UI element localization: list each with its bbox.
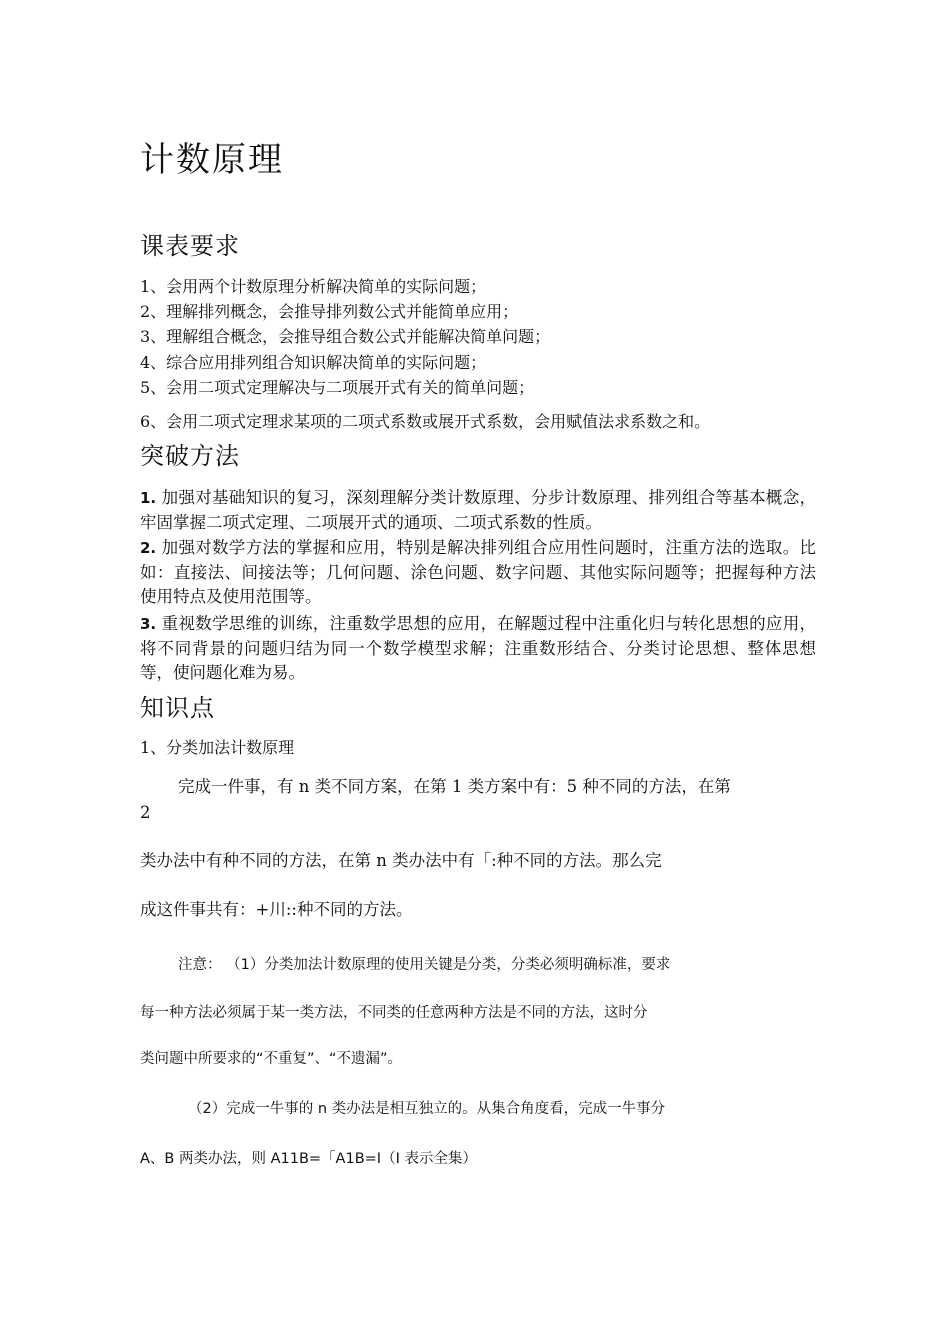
method-text: 加强对基础知识的复习，深刻理解分类计数原理、分步计数原理、排列组合等基本概念，牢固掌握二项式定理、二项展开式的通项、二项式系数的性质。 — [140, 488, 816, 532]
requirement-item: 2、理解排列概念，会推导排列数公式并能简单应用； — [140, 302, 519, 321]
note-line: 类问题中所要求的“不重复”、“不遗漏”。 — [140, 1051, 403, 1067]
section-heading-requirements: 课表要求 — [140, 232, 240, 260]
requirement-item: 6、会用二项式定理求某项的二项式系数或展开式系数，会用赋值法求系数之和。 — [140, 412, 711, 431]
requirement-item: 3、理解组合概念，会推导组合数公式并能解决简单问题； — [140, 327, 551, 346]
requirement-item: 4、综合应用排列组合知识解决简单的实际问题； — [140, 353, 487, 372]
method-number: 1. — [140, 489, 157, 507]
method-paragraph — [140, 612, 816, 686]
method-text: 重视数学思维的训练，注重数学思想的应用，在解题过程中注重化归与转化思想的应用，将不同背景的问题归结为同一个数学模型求解；注重数形结合、分类讨论思想、整体思想等，使问题化难为易。 — [140, 614, 816, 682]
note-line: 每一种方法必须属于某一类方法，不同类的任意两种方法是不同的方法，这时分 — [140, 1005, 648, 1021]
section-heading-methods: 突破方法 — [140, 442, 240, 470]
knowledge-line: 完成一件事，有 n 类不同方案，在第 1 类方案中有：5 种不同的方法，在第 — [178, 777, 731, 796]
method-number: 3. — [140, 615, 157, 633]
page-title: 计数原理 — [140, 140, 284, 180]
section-heading-knowledge: 知识点 — [140, 694, 215, 722]
method-paragraph — [140, 486, 816, 535]
note-line: 注意： （1）分类加法计数原理的使用关键是分类，分类必须明确标准，要求 — [178, 957, 671, 973]
method-text: 加强对数学方法的掌握和应用，特别是解决排列组合应用性问题时，注重方法的选取。比如：直接法、间接法等；几何问题、涂色问题、数字问题、其他实际问题等；把握每种方法使用特点及使用范围等。 — [140, 538, 816, 606]
knowledge-line: 类办法中有种不同的方法，在第 n 类办法中有「:种不同的方法。那么完 — [140, 851, 662, 870]
note-line: （2）完成一牛事的 n 类办法是相互独立的。从集合角度看，完成一牛事分 — [188, 1101, 666, 1117]
knowledge-line: 2 — [140, 803, 151, 822]
method-paragraph — [140, 536, 816, 610]
note-line: A、B 两类办法，则 A11B=「A1B=I（I 表示全集） — [140, 1151, 477, 1167]
requirement-item: 1、会用两个计数原理分析解决简单的实际问题； — [140, 277, 487, 296]
knowledge-subheading: 1、分类加法计数原理 — [140, 738, 295, 757]
requirement-item: 5、会用二项式定理解决与二项展开式有关的简单问题； — [140, 378, 535, 397]
method-number: 2. — [140, 539, 157, 557]
knowledge-line: 成这件事共有：+川::种不同的方法。 — [140, 900, 413, 919]
